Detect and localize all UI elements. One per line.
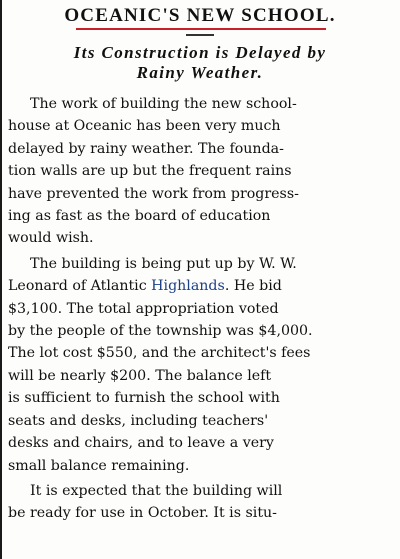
paragraph-1: [8, 93, 398, 250]
text-fragment: Leonard of Atlantic: [8, 278, 152, 295]
text-line: would wish.: [8, 230, 94, 247]
text-line: tion walls are up but the frequent rains: [8, 163, 292, 180]
text-line: seats and desks, including teachers': [8, 412, 269, 429]
text-line: house at Oceanic has been very much: [8, 118, 281, 135]
text-fragment: . He bid: [224, 278, 282, 295]
text-line: desks and chairs, and to leave a very: [8, 435, 274, 452]
text-line: The work of building the new school-: [30, 96, 297, 112]
text-line: by the people of the township was $4,000.: [8, 323, 313, 340]
text-line: ing as fast as the board of education: [8, 208, 271, 225]
column-rule: [0, 0, 2, 559]
headline-divider: [186, 34, 214, 36]
text-line: The lot cost $550, and the architect's fees: [8, 345, 311, 362]
text-line: will be nearly $200. The balance left: [8, 367, 272, 384]
text-line: have prevented the work from progress-: [8, 185, 299, 202]
subheadline-line-2: Rainy Weather.: [136, 63, 264, 82]
text-line: small balance remaining.: [8, 457, 190, 474]
text-line: It is expected that the building will: [30, 482, 283, 499]
paragraph-2: [8, 253, 398, 477]
text-line: delayed by rainy weather. The founda-: [8, 140, 284, 157]
article-headline: OCEANIC'S NEW SCHOOL.: [64, 5, 336, 26]
article-subheadline: [0, 43, 400, 83]
text-line: is sufficient to furnish the school with: [8, 390, 280, 407]
text-line: [8, 275, 398, 297]
highlighted-word: Highlands: [151, 278, 225, 295]
subheadline-line-1: Its Construction is Delayed by: [73, 43, 327, 62]
text-line: be ready for use in October. It is situ-: [8, 505, 277, 522]
text-line: The building is being put up by W. W.: [30, 255, 297, 272]
article-body: [8, 93, 398, 525]
headline-underline: [76, 28, 326, 30]
paragraph-3: [8, 480, 398, 525]
text-line: $3,100. The total appropriation voted: [8, 300, 279, 317]
